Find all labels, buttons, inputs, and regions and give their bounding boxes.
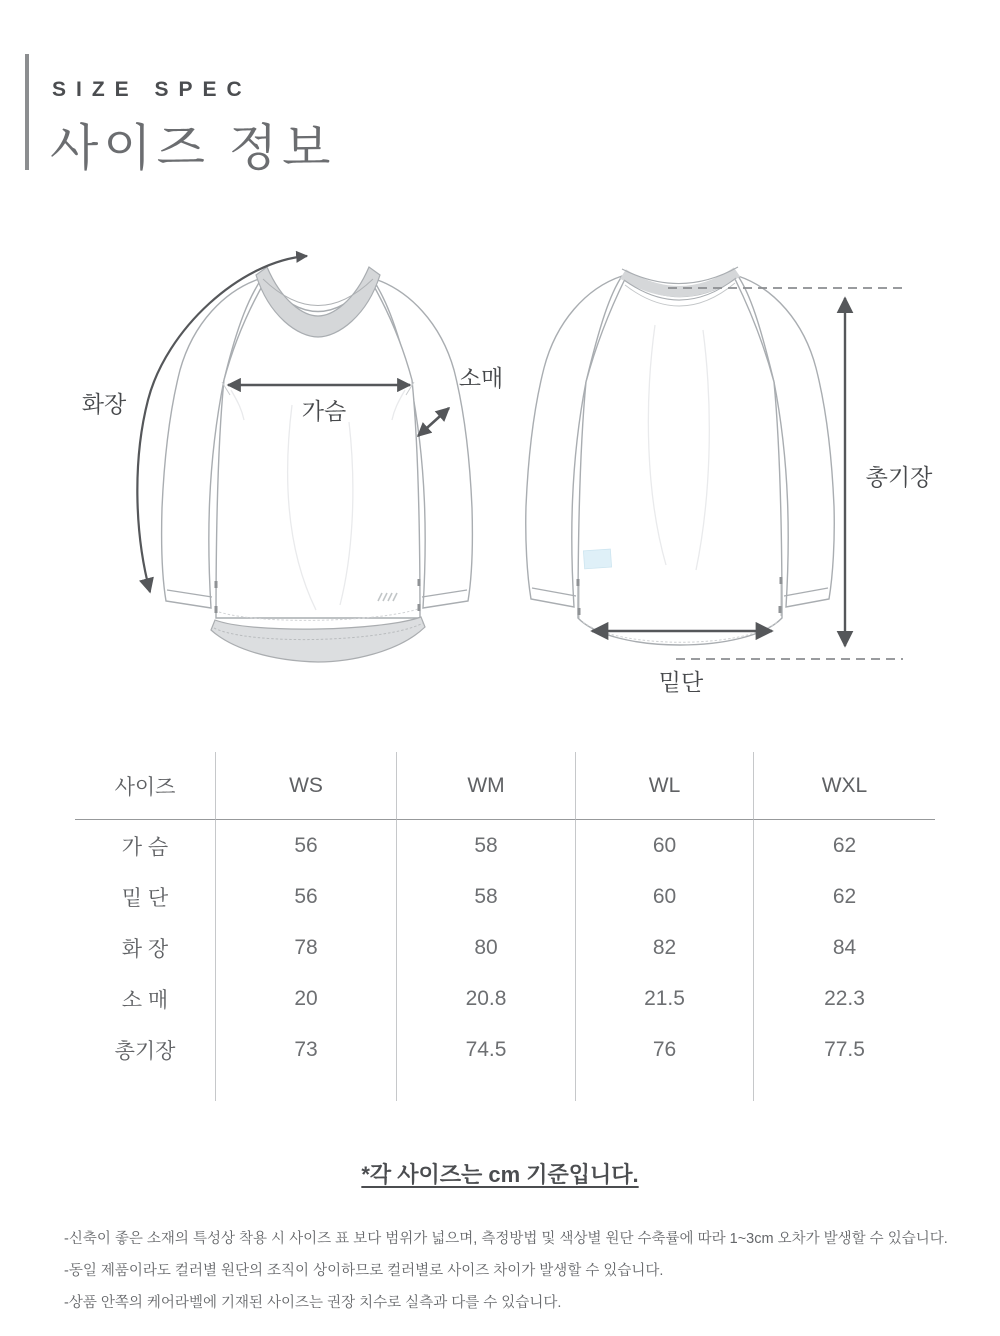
cell-sleevelen-wl: 82 <box>575 922 753 973</box>
label-sleeve: 소매 <box>458 365 504 391</box>
care-label <box>583 549 611 569</box>
note-line: -상품 안쪽의 케어라벨에 기재된 사이즈는 권장 치수로 실측과 다를 수 있습니다. <box>64 1295 562 1311</box>
col-header-wxl: WXL <box>753 752 935 820</box>
cell-hem-wm: 58 <box>396 871 575 922</box>
cell-sleeve-ws: 20 <box>215 973 396 1024</box>
cell-hem-ws: 56 <box>215 871 396 922</box>
label-chest: 가슴 <box>301 398 347 424</box>
cell-total-wl: 76 <box>575 1024 753 1075</box>
cell-chest-wm: 58 <box>396 820 575 871</box>
cell-sleeve-wxl: 22.3 <box>753 973 935 1024</box>
unit-notice: *각 사이즈는 cm 기준입니다. <box>361 1162 639 1187</box>
row-label-hem: 밑 단 <box>121 886 169 910</box>
accent-bar <box>25 54 29 170</box>
size-spec-eyebrow: SIZE SPEC <box>52 78 252 101</box>
note-line: -신축이 좋은 소재의 특성상 착용 시 사이즈 표 보다 범위가 넓으며, 측정방법 및 색상별 원단 수축률에 따라 1~3cm 오차가 발생할 수 있습니다. <box>64 1231 948 1247</box>
cell-sleeve-wl: 21.5 <box>575 973 753 1024</box>
shirt-back-illustration <box>526 267 835 645</box>
row-label-chest: 가 슴 <box>121 835 169 859</box>
col-header-wm: WM <box>396 752 575 820</box>
notes-block <box>64 1224 960 1320</box>
note-line: -동일 제품이라도 컬러별 원단의 조직이 상이하므로 컬러별로 사이즈 차이가 발생할 수 있습니다. <box>64 1263 664 1279</box>
cell-sleevelen-ws: 78 <box>215 922 396 973</box>
label-total-length: 총기장 <box>865 464 933 490</box>
cell-total-ws: 73 <box>215 1024 396 1075</box>
row-label-total-length: 총기장 <box>114 1039 176 1063</box>
cell-chest-ws: 56 <box>215 820 396 871</box>
cell-sleevelen-wxl: 84 <box>753 922 935 973</box>
cell-hem-wxl: 62 <box>753 871 935 922</box>
cell-total-wxl: 77.5 <box>753 1024 935 1075</box>
row-label-sleeve: 소 매 <box>121 988 169 1012</box>
cell-hem-wl: 60 <box>575 871 753 922</box>
shirt-front-illustration <box>162 267 473 662</box>
label-sleeve-length: 화장 <box>81 391 127 417</box>
label-hem: 밑단 <box>658 669 704 695</box>
col-header-ws: WS <box>215 752 396 820</box>
col-header-size: 사이즈 <box>75 752 215 820</box>
table-footer-spacer <box>75 1075 215 1101</box>
cell-chest-wl: 60 <box>575 820 753 871</box>
row-label-sleeve-length: 화 장 <box>121 937 169 961</box>
size-table <box>75 752 935 1101</box>
cell-total-wm: 74.5 <box>396 1024 575 1075</box>
cell-sleevelen-wm: 80 <box>396 922 575 973</box>
cell-sleeve-wm: 20.8 <box>396 973 575 1024</box>
page-title: 사이즈 정보 <box>50 120 336 176</box>
col-header-wl: WL <box>575 752 753 820</box>
cell-chest-wxl: 62 <box>753 820 935 871</box>
